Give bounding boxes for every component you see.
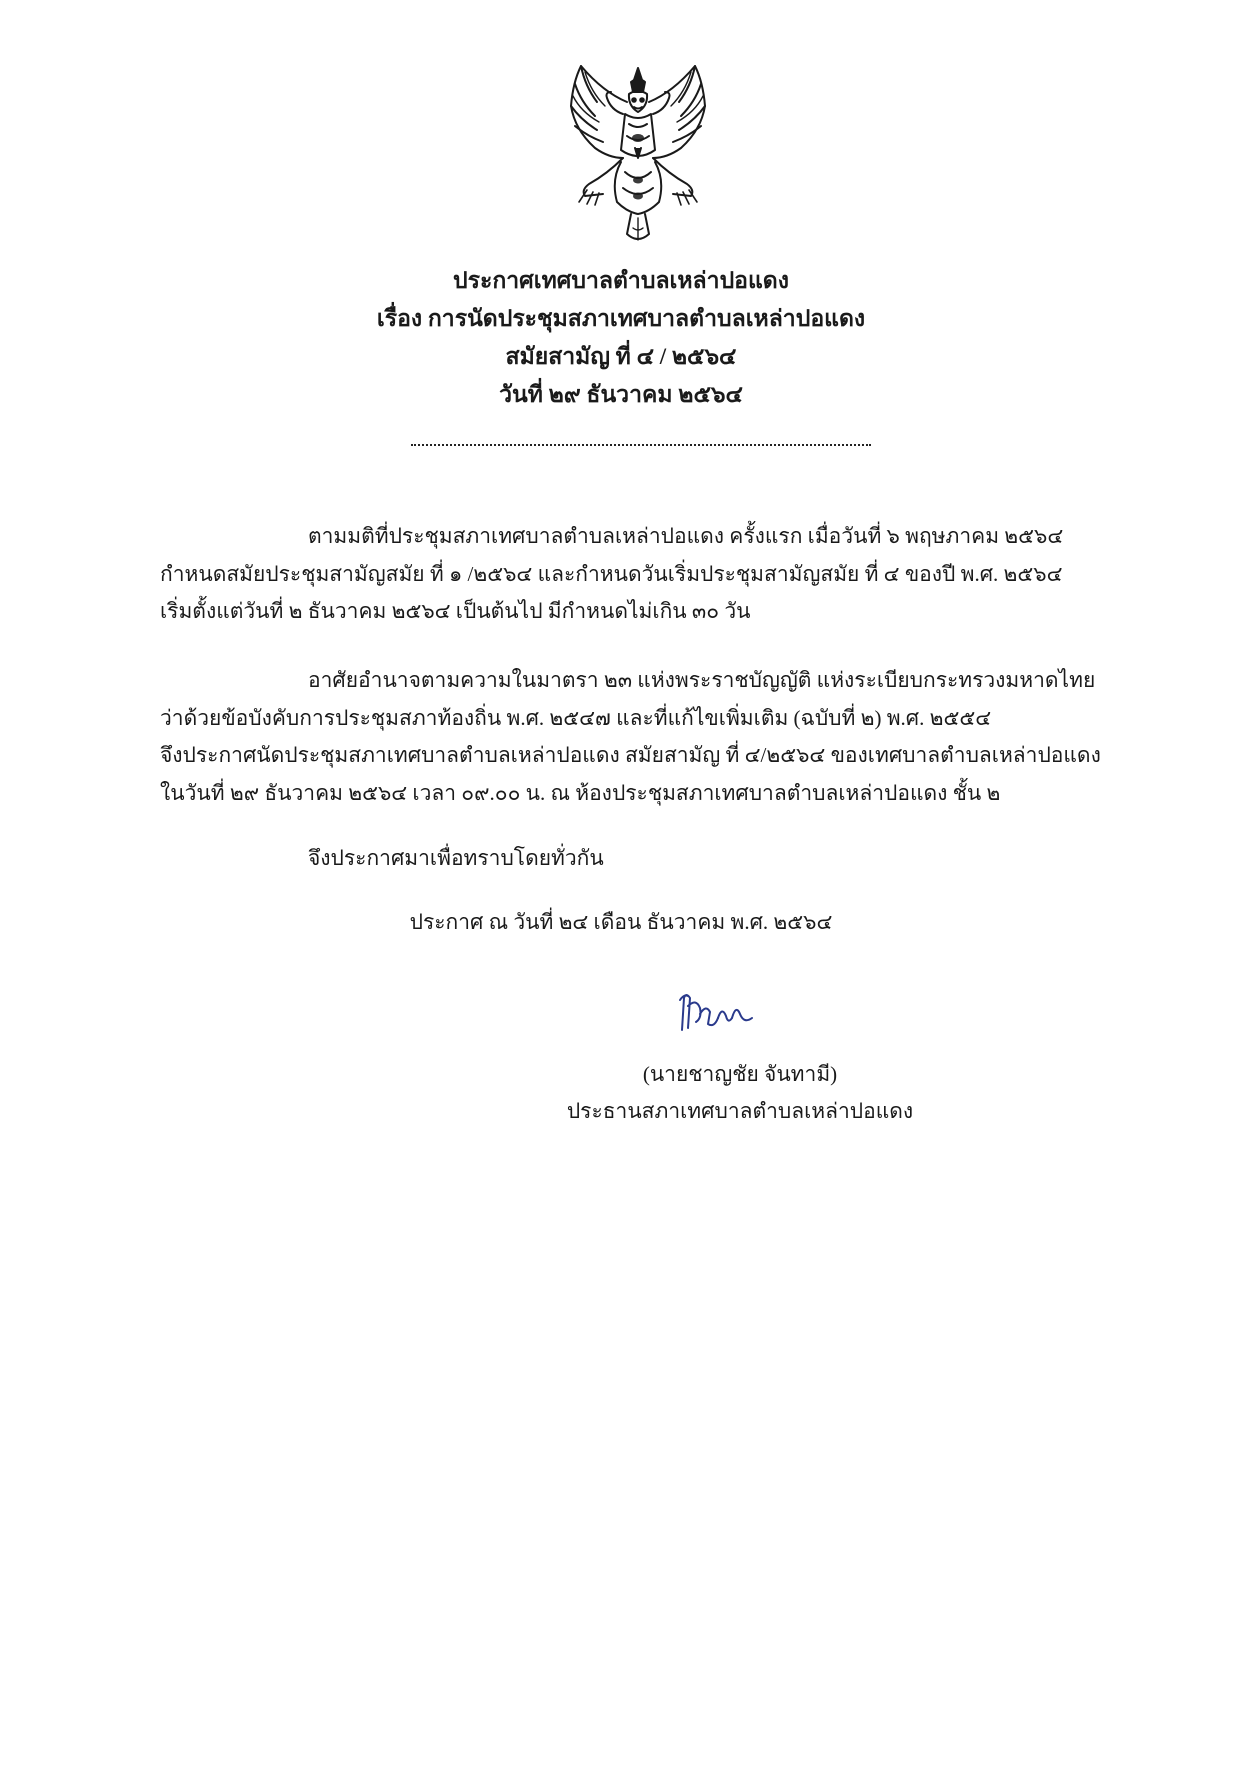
paragraph-line: ในวันที่ ๒๙ ธันวาคม ๒๕๖๔ เวลา ๐๙.๐๐ น. ณ ห้องประชุมสภาเทศบาลตำบลเหล่าปอแดง ชั้น ๒ <box>160 780 1001 805</box>
paragraph-authority <box>160 662 1124 812</box>
signer-position: ประธานสภาเทศบาลตำบลเหล่าปอแดง <box>566 1099 914 1123</box>
session-number: สมัยสามัญ ที่ ๔ / ๒๕๖๔ <box>505 344 737 369</box>
announcement-title: ประกาศเทศบาลตำบลเหล่าปอแดง <box>453 268 789 293</box>
signer-name: (นายชาญชัย จันทามี) <box>642 1062 838 1086</box>
announcement-date: ประกาศ ณ วันที่ ๒๔ เดือน ธันวาคม พ.ศ. ๒๕๖๔ <box>409 910 833 934</box>
handwritten-signature <box>674 988 758 1038</box>
paragraph-resolution <box>160 518 1124 631</box>
signer-block <box>480 1056 1000 1130</box>
garuda-emblem-icon <box>551 62 725 248</box>
announcement-header <box>200 262 1042 414</box>
paragraph-line: อาศัยอำนาจตามความในมาตรา ๒๓ แห่งพระราชบัญญัติ แห่งระเบียบกระทรวงมหาดไทย <box>308 668 1096 692</box>
paragraph-line: ตามมติที่ประชุมสภาเทศบาลตำบลเหล่าปอแดง ครั้งแรก เมื่อวันที่ ๖ พฤษภาคม ๒๕๖๔ <box>308 524 1064 548</box>
paragraph-line: จึงประกาศนัดประชุมสภาเทศบาลตำบลเหล่าปอแดง สมัยสามัญ ที่ ๔/๒๕๖๔ ของเทศบาลตำบลเหล่าปอแดง <box>160 743 1101 767</box>
paragraph-line: เริ่มตั้งแต่วันที่ ๒ ธันวาคม ๒๕๖๔ เป็นต้นไป มีกำหนดไม่เกิน ๓๐ วัน <box>160 599 751 623</box>
session-date: วันที่ ๒๙ ธันวาคม ๒๕๖๔ <box>499 382 743 407</box>
announcement-subject: เรื่อง การนัดประชุมสภาเทศบาลตำบลเหล่าปอแดง <box>376 306 866 331</box>
closing-statement: จึงประกาศมาเพื่อทราบโดยทั่วกัน <box>308 846 604 870</box>
dotted-divider <box>411 444 871 446</box>
paragraph-line: ว่าด้วยข้อบังคับการประชุมสภาท้องถิ่น พ.ศ. ๒๕๔๗ และที่แก้ไขเพิ่มเติม (ฉบับที่ ๒) พ.ศ. ๒๕๕๔ <box>160 705 992 730</box>
paragraph-line: กำหนดสมัยประชุมสามัญสมัย ที่ ๑ /๒๕๖๔ และกำหนดวันเริ่มประชุมสามัญสมัย ที่ ๔ ของปี พ.ศ. ๒๕๖๔ <box>160 561 1063 586</box>
